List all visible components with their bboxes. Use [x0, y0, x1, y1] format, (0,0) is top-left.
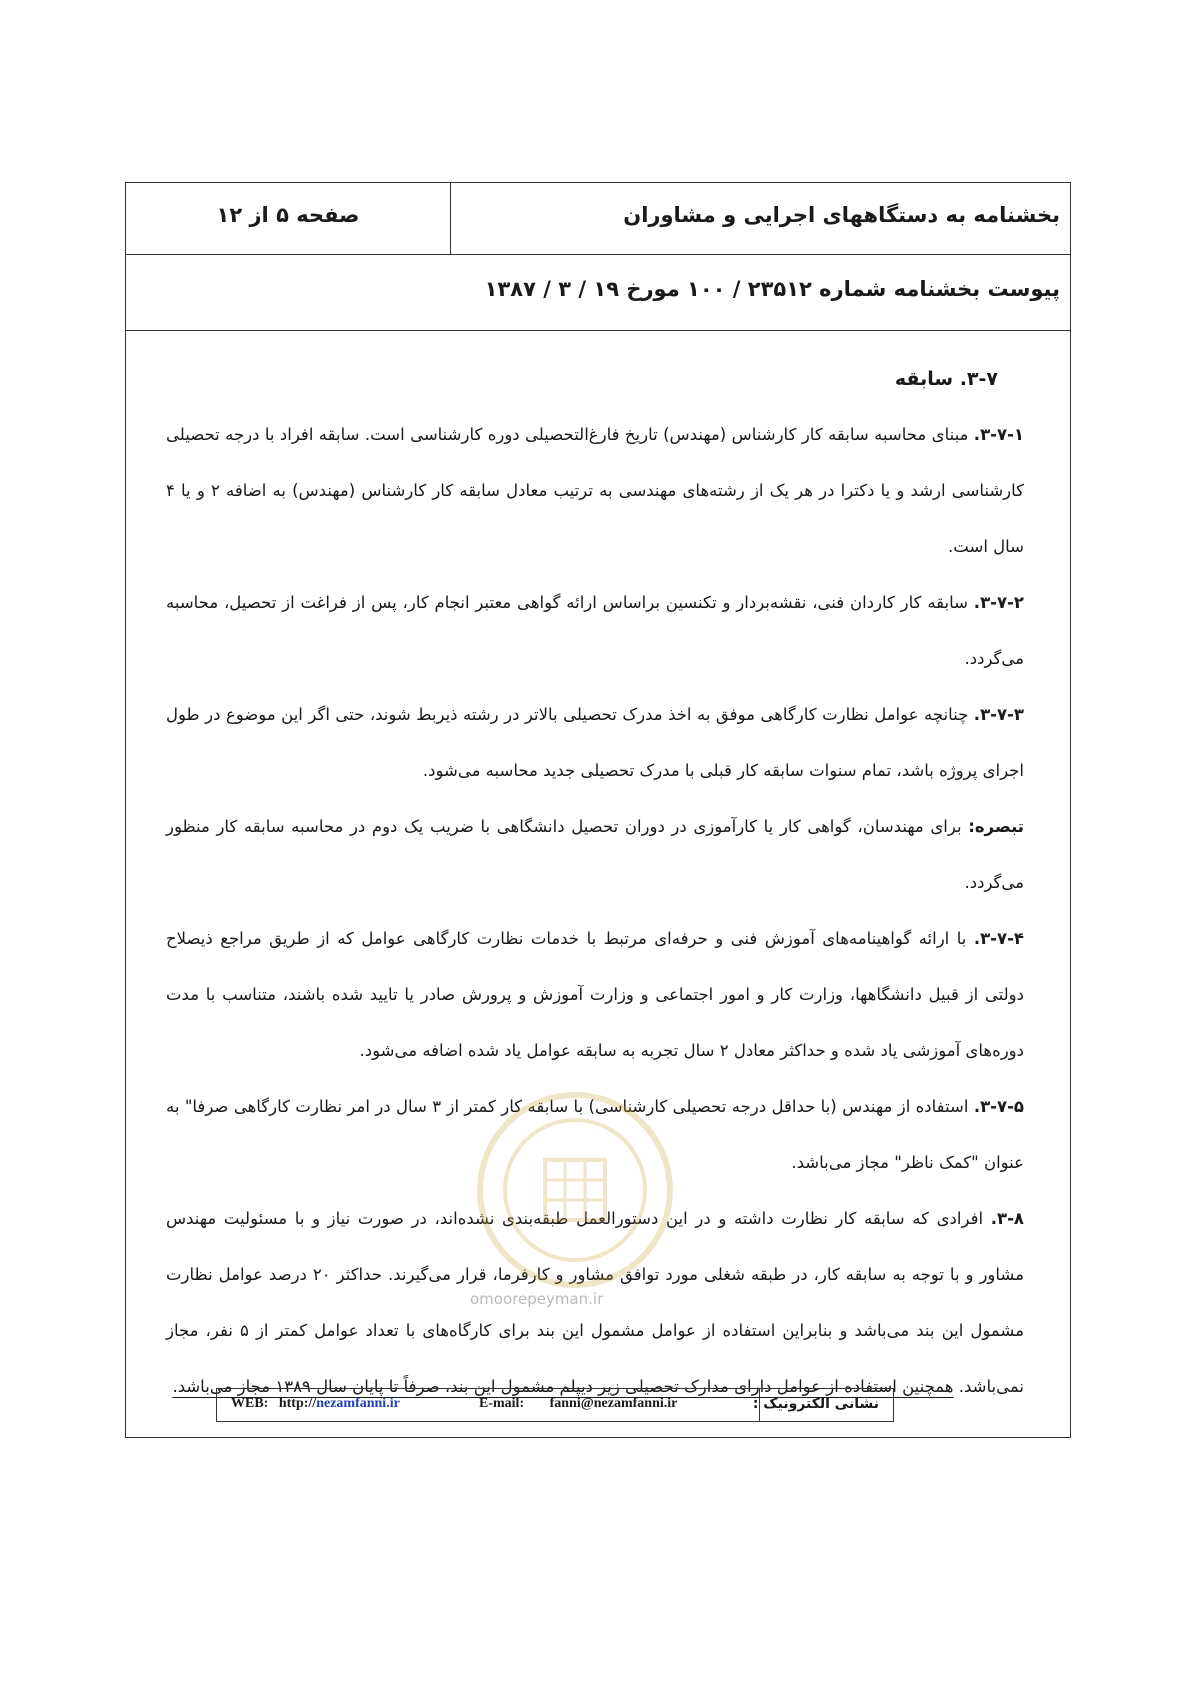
clause-text: چنانچه عوامل نظارت کارگاهی موفق به اخذ مدرک تحصیلی بالاتر در رشته ذیربط شوند، حتی اگر این موضوع در طول اجرای پروژه باشد، تمام سنوات سابقه کار قبلی با مدرک تحصیلی جدید محاسبه می‌شود. [166, 705, 1024, 780]
web-prefix: http:// [278, 1396, 317, 1411]
clause-text: با ارائه گواهینامه‌های آموزش فنی و حرفه‌ای مرتبط با خدمات نظارت کارگاهی عوامل که از طریق مراجع ذیصلاح دولتی از قبیل دانشگاهها، وزارت کار و امور اجتماعی و وزارت آموزش و پرورش صادر یا تایید شده باشند، متناسب با مدت دوره‌های آموزشی یاد شده و حداکثر معادل ۲ سال تجربه به سابقه عوامل یاد شده اضافه می‌شود. [166, 929, 1024, 1060]
document-title: بخشنامه به دستگاههای اجرایی و مشاوران [623, 203, 1060, 227]
web-link[interactable]: nezamfanni.ir [316, 1396, 400, 1411]
clause-text: سابقه کار کاردان فنی، نقشه‌بردار و تکنسین براساس ارائه گواهی معتبر انجام کار، پس از فراغت از تحصیل، محاسبه می‌گردد. [166, 593, 1024, 668]
page-number: صفحه ۵ از ۱۲ [216, 203, 360, 227]
note-text: برای مهندسان، گواهی کار یا کارآموزی در دوران تحصیل دانشگاهی با ضریب یک دوم در محاسبه سابقه کار منظور می‌گردد. [166, 817, 1024, 892]
footer-email [479, 1396, 677, 1412]
header-divider [450, 183, 451, 254]
email-link[interactable]: fanni@nezamfanni.ir [549, 1396, 678, 1411]
section-title: سابقه [894, 368, 954, 390]
clause-number: ۳-۸. [990, 1209, 1024, 1228]
footer-web [231, 1396, 400, 1412]
clause-number: ۳-۷-۵. [973, 1097, 1025, 1116]
clause-3 [166, 687, 1024, 799]
note-label: تبصره [974, 817, 1025, 836]
clause-1 [166, 407, 1024, 575]
clause-number: ۳-۷-۴. [973, 929, 1025, 948]
clause-number: ۳-۷-۳. [973, 705, 1024, 724]
section-number: ۳-۷. [959, 368, 998, 390]
clause-4 [166, 911, 1024, 1079]
footer-box [216, 1388, 894, 1422]
watermark-text: omoorepeyman.ir [470, 1290, 604, 1308]
note: تبصره: برای مهندسان، گواهی کار یا کارآموزی در دوران تحصیل دانشگاهی با ضریب یک دوم در محاسبه سابقه کار منظور می‌گردد. [166, 817, 1025, 892]
document-subtitle: پیوست بخشنامه شماره ۲۳۵۱۲ / ۱۰۰ مورخ ۱۹ / ۳ / ۱۳۸۷ [484, 277, 1060, 301]
subheader-row [126, 255, 1070, 331]
clause-number: ۳-۷-۱. [973, 425, 1024, 444]
web-label: WEB: [231, 1396, 269, 1411]
clause-number: ۳-۷-۲. [973, 593, 1024, 612]
header-row [126, 183, 1070, 255]
email-label: E-mail: [479, 1396, 525, 1411]
clause-text: استفاده از مهندس (با حداقل درجه تحصیلی کارشناسی) با سابقه کار کمتر از ۳ سال در امر نظارت کارگاهی صرفا" به عنوان "کمک ناظر" مجاز می‌باشد. [166, 1097, 1024, 1172]
footer-label: نشانی الکترونیک : [752, 1396, 879, 1412]
clause-text: افرادی که سابقه کار نظارت داشته و در این دستورالعمل طبقه‌بندی نشده‌اند، در صورت نیاز و با مسئولیت مهندس مشاور و با توجه به سابقه کار، در طبقه شغلی مورد توافق مشاور و کارفرما، قرار می‌گیرند. حداکثر ۲۰ درصد عوامل نظارت مشمول این بند می‌باشد و بنابراین استفاده از عوامل مشمول این بند برای کارگاه‌های با تعداد عوامل کمتر از ۵ نفر، مجاز نمی‌باشد. [166, 1209, 1024, 1396]
clause-2 [166, 575, 1024, 687]
underlined-text: همچنین استفاده از عوامل دارای مدارک تحصیلی زیر دیپلم مشمول این بند، صرفاً تا پایان سال ۱۳۸۹ مجاز می‌باشد. [172, 1377, 954, 1396]
section-heading [166, 351, 1024, 407]
clause-text: مبنای محاسبه سابقه کار کارشناس (مهندس) تاریخ فارغ‌التحصیلی دوره کارشناسی است. سابقه افراد با درجه تحصیلی کارشناسی ارشد و یا دکترا در هر یک از رشته‌های مهندسی به ترتیب معادل سابقه کار کارشناس (مهندس) به اضافه ۲ و یا ۴ سال است. [166, 425, 1025, 556]
